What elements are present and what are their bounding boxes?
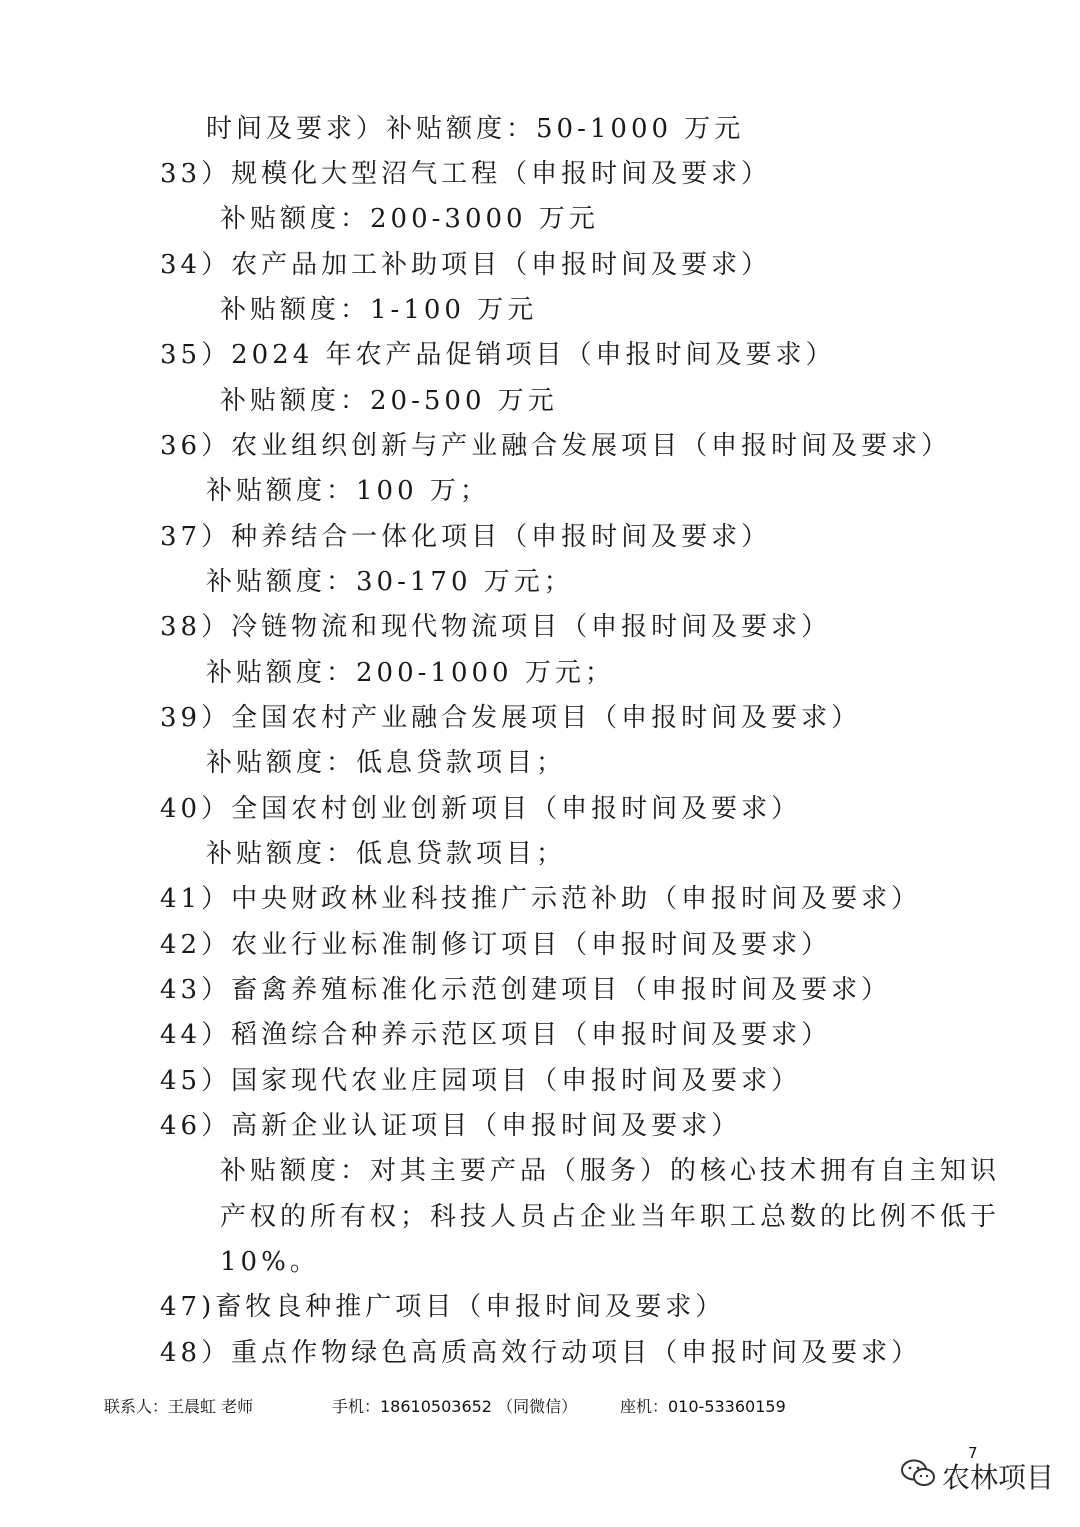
item-39-subsidy: 补贴额度：低息贷款项目； xyxy=(206,748,567,778)
item-42-title: 42）农业行业标准制修订项目（申报时间及要求） xyxy=(160,930,832,960)
item-46-title: 46）高新企业认证项目（申报时间及要求） xyxy=(160,1111,742,1141)
page-number: 7 xyxy=(968,1444,978,1462)
item-33-title: 33）规模化大型沼气工程（申报时间及要求） xyxy=(160,159,772,189)
watermark xyxy=(900,1456,1054,1496)
footer-landline: 座机：010-53360159 xyxy=(620,1397,786,1416)
item-33-subsidy: 补贴额度：200-3000 万元 xyxy=(220,204,599,234)
item-35-subsidy: 补贴额度：20-500 万元 xyxy=(220,386,558,416)
item-46-subsidy-line-3: 10%。 xyxy=(220,1247,320,1277)
item-46-subsidy-line-1: 补贴额度：对其主要产品（服务）的核心技术拥有自主知识 xyxy=(220,1156,1001,1186)
item-36-title: 36）农业组织创新与产业融合发展项目（申报时间及要求） xyxy=(160,431,952,461)
item-40-title: 40）全国农村创业创新项目（申报时间及要求） xyxy=(160,794,802,824)
item-40-subsidy: 补贴额度：低息贷款项目； xyxy=(206,839,567,869)
item-47-title: 47)畜牧良种推广项目（申报时间及要求） xyxy=(160,1292,726,1322)
item-37-subsidy: 补贴额度：30-170 万元； xyxy=(206,567,574,597)
item-45-title: 45）国家现代农业庄园项目（申报时间及要求） xyxy=(160,1066,802,1096)
item-41-title: 41）中央财政林业科技推广示范补助（申报时间及要求） xyxy=(160,884,922,914)
item-37-title: 37）种养结合一体化项目（申报时间及要求） xyxy=(160,522,772,552)
item-34-title: 34）农产品加工补助项目（申报时间及要求） xyxy=(160,250,772,280)
item-35-title: 35）2024 年农产品促销项目（申报时间及要求） xyxy=(160,340,836,370)
item-38-subsidy: 补贴额度：200-1000 万元； xyxy=(206,658,615,688)
text-line-1: 时间及要求）补贴额度：50-1000 万元 xyxy=(206,114,745,144)
item-48-title: 48）重点作物绿色高质高效行动项目（申报时间及要求） xyxy=(160,1338,922,1368)
wechat-icon xyxy=(900,1458,936,1495)
footer-contact: 联系人：王晨虹 老师 xyxy=(104,1397,254,1416)
item-36-subsidy: 补贴额度：100 万； xyxy=(206,476,490,506)
item-38-title: 38）冷链物流和现代物流项目（申报时间及要求） xyxy=(160,612,832,642)
item-44-title: 44）稻渔综合种养示范区项目（申报时间及要求） xyxy=(160,1020,832,1050)
item-46-subsidy-line-2: 产权的所有权；科技人员占企业当年职工总数的比例不低于 xyxy=(220,1202,1001,1232)
footer-mobile: 手机：18610503652 （同微信） xyxy=(332,1397,578,1416)
item-34-subsidy: 补贴额度：1-100 万元 xyxy=(220,295,538,325)
watermark-text: 农林项目 xyxy=(942,1461,1055,1494)
item-43-title: 43）畜禽养殖标准化示范创建项目（申报时间及要求） xyxy=(160,975,892,1005)
item-39-title: 39）全国农村产业融合发展项目（申报时间及要求） xyxy=(160,703,862,733)
